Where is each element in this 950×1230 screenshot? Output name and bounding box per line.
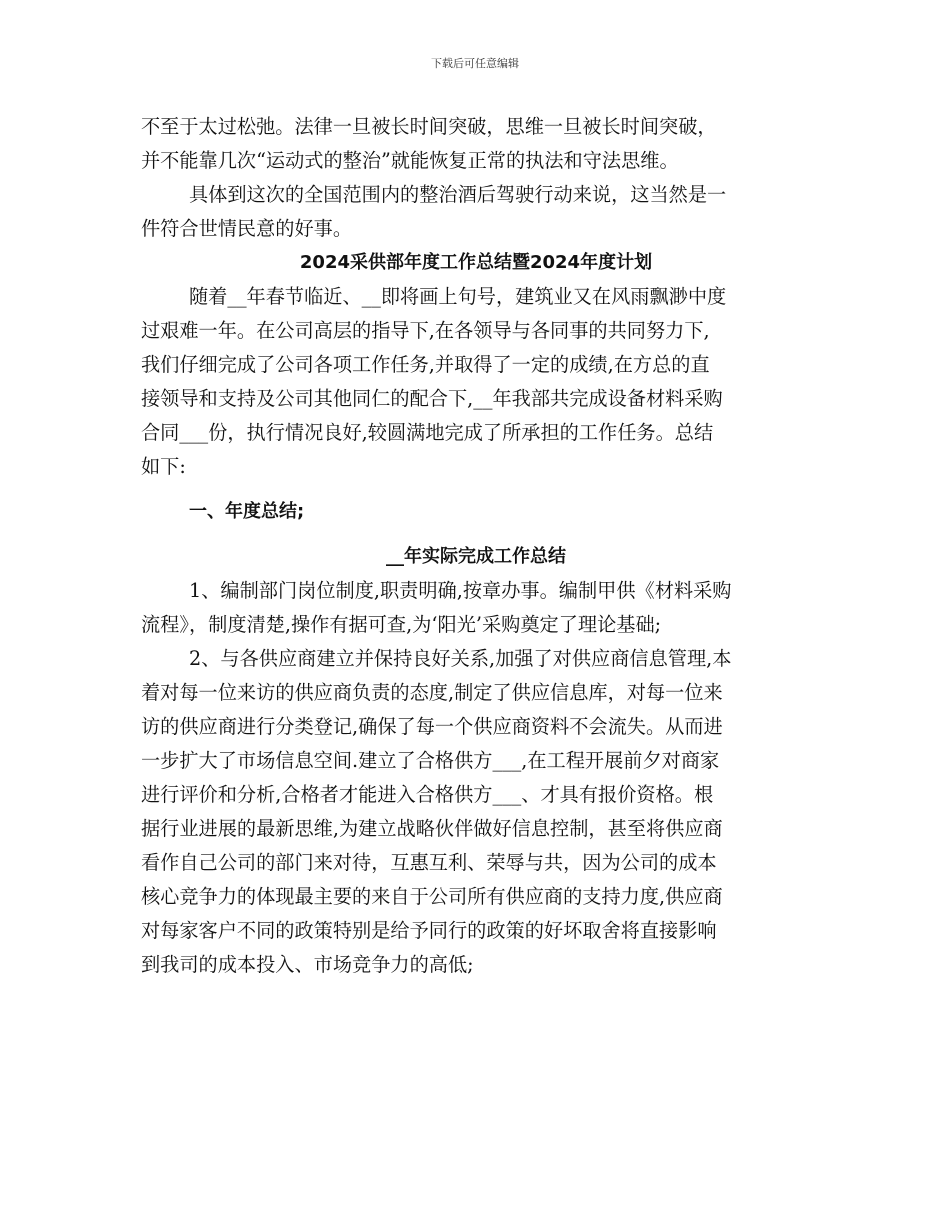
paragraph-line: 流程》，制度清楚,操作有据可查,为‘阳光’采购奠定了理论基础; [141, 613, 662, 636]
paragraph-line: 具体到这次的全国范围内的整治酒后驾驶行动来说，这当然是一 [189, 183, 727, 206]
paragraph-line: 2、与各供应商建立并保持良好关系,加强了对供应商信息管理,本 [189, 647, 732, 670]
paragraph-line: 随着__年春节临近、__即将画上句号，建筑业又在风雨飘渺中度 [189, 285, 727, 308]
paragraph-line: 对每家客户不同的政策特别是给予同行的政策的好坏取舍将直接影响 [141, 919, 717, 942]
paragraph-line: 1、编制部门岗位制度,职责明确,按章办事。编制甲供《材料采购 [189, 579, 732, 602]
document-title: 2024采供部年度工作总结暨2024年度计划 [299, 252, 653, 273]
paragraph-line: 并不能靠几次“运动式的整治”就能恢复正常的执法和守法思维。 [141, 149, 679, 172]
section-subtitle: __年实际完成工作总结 [386, 546, 566, 567]
paragraph-line: 件符合世情民意的好事。 [141, 217, 353, 240]
paragraph-line: 据行业进展的最新思维,为建立战略伙伴做好信息控制，甚至将供应商 [141, 817, 723, 840]
paragraph-line: 访的供应商进行分类登记,确保了每一个供应商资料不会流失。从而进 [141, 715, 723, 738]
page-header: 下载后可任意编辑 [431, 57, 519, 70]
paragraph-line: 过艰难一年。在公司高层的指导下,在各领导与各同事的共同努力下, [141, 319, 710, 342]
paragraph-line: 我们仔细完成了公司各项工作任务,并取得了一定的成绩,在方总的直 [141, 353, 710, 376]
document-body [141, 110, 811, 982]
paragraph-line: 一步扩大了市场信息空间.建立了合格供方___,在工程开展前夕对商家 [141, 749, 720, 772]
section-heading: 一、年度总结; [189, 501, 305, 522]
paragraph-line: 着对每一位来访的供应商负责的态度,制定了供应信息库，对每一位来 [141, 681, 723, 704]
paragraph-line: 核心竞争力的体现最主要的来自于公司所有供应商的支持力度,供应商 [141, 885, 723, 908]
paragraph-line: 到我司的成本投入、市场竞争力的高低; [141, 953, 474, 976]
spacer [141, 529, 811, 540]
paragraph-line: 进行评价和分析,合格者才能进入合格供方___、才具有报价资格。根 [141, 783, 714, 806]
spacer [141, 484, 811, 495]
paragraph-line: 接领导和支持及公司其他同仁的配合下,__年我部共完成设备材料采购 [141, 387, 723, 410]
paragraph-line: 如下: [141, 455, 186, 478]
paragraph-line: 看作自己公司的部门来对待，互惠互利、荣辱与共，因为公司的成本 [141, 851, 717, 874]
paragraph-line: 合同___份，执行情况良好,较圆满地完成了所承担的工作任务。总结 [141, 421, 714, 444]
paragraph-line: 不至于太过松弛。法律一旦被长时间突破，思维一旦被长时间突破， [141, 115, 717, 138]
